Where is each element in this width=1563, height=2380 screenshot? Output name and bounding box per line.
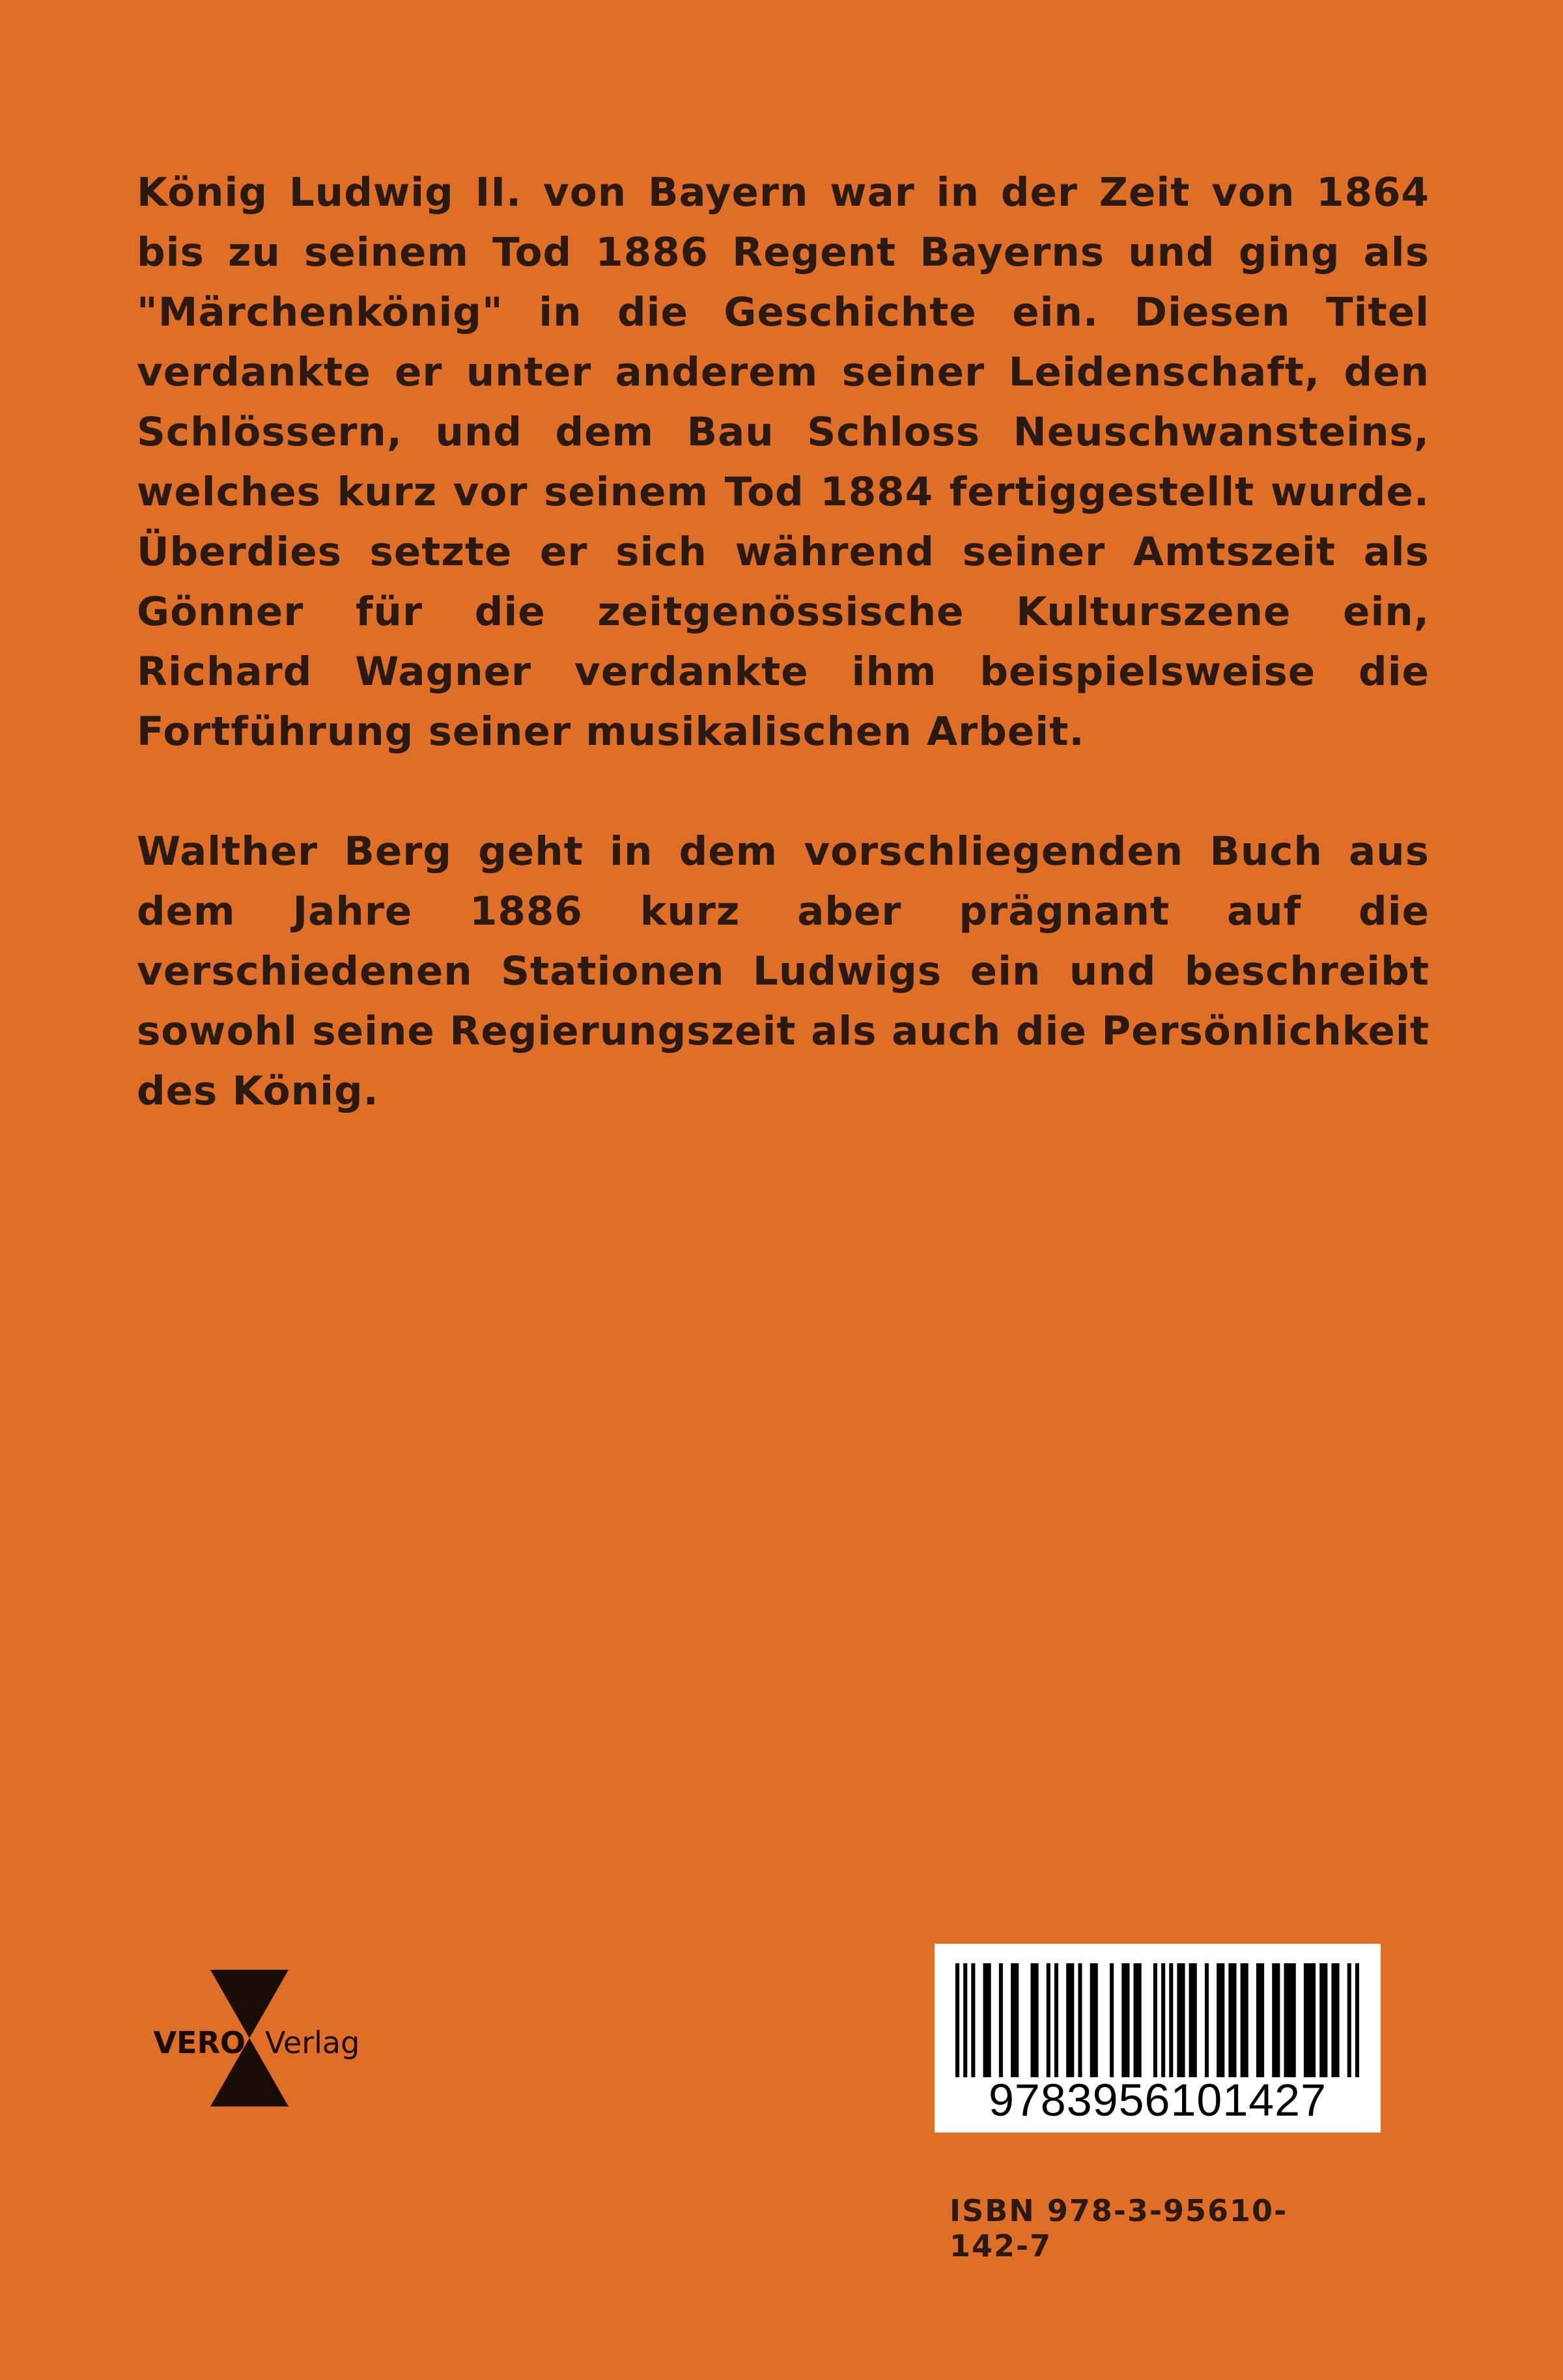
barcode-bar — [1011, 1963, 1019, 2077]
barcode-bar — [1189, 1963, 1197, 2077]
barcode-digits: 9783956101427 — [988, 2075, 1327, 2125]
blurb-paragraph-1: König Ludwig II. von Bayern war in der Zeit von 1864 bis zu seinem Tod 1886 Regent Bayerns und ging als "Märchenkönig" in die Geschichte ein. Diesen Titel verdankte er unter anderem seiner Leidenschaft, den Schlössern, und dem Bau Schloss Neuschwansteins, welches kurz vor seinem Tod 1884 fertiggestellt wurde. Überdies setzte er sich während seiner Amtszeit als Gönner für die zeitgenössische Kulturszene ein, Richard Wagner verdankte ihm beispielsweise die Fortführung seiner musikalischen Arbeit. — [137, 169, 1429, 755]
barcode-bar — [1078, 1963, 1082, 2077]
barcode-bar — [1047, 1963, 1050, 2077]
barcode — [935, 1944, 1381, 2133]
barcode-bars — [955, 1963, 1359, 2077]
barcode-bar — [1331, 1963, 1339, 2077]
barcode-bar — [1217, 1963, 1224, 2077]
barcode-bar — [1169, 1963, 1173, 2077]
barcode-bar — [963, 1963, 967, 2077]
barcode-bar — [1090, 1963, 1098, 2077]
barcode-bar — [1121, 1963, 1129, 2077]
barcode-bar — [1030, 1963, 1038, 2077]
barcode-bar — [999, 1963, 1003, 2077]
barcode-bar — [955, 1963, 959, 2077]
barcode-bar — [1256, 1963, 1264, 2077]
logo-verlag-text: Verlag — [265, 2025, 360, 2060]
barcode-bar — [1241, 1963, 1248, 2077]
logo-vero-text: VERO — [153, 2025, 246, 2060]
vero-verlag-logo — [114, 1970, 374, 2107]
isbn-label: ISBN 978-3-95610-142-7 — [950, 2193, 1288, 2263]
barcode-bar — [971, 1963, 975, 2077]
barcode-bar — [1161, 1963, 1165, 2077]
barcode-bar — [983, 1963, 991, 2077]
barcode-bar — [1153, 1963, 1157, 2077]
barcode-bar — [1355, 1963, 1359, 2077]
blurb-text — [137, 163, 1429, 1121]
barcode-bar — [1205, 1963, 1209, 2077]
barcode-bar — [1272, 1963, 1280, 2077]
barcode-bar — [1134, 1963, 1142, 2077]
barcode-bar — [1284, 1963, 1296, 2077]
barcode-bar — [1066, 1963, 1074, 2077]
barcode-bar — [1347, 1963, 1351, 2077]
barcode-bar — [1319, 1963, 1327, 2077]
barcode-bar — [1177, 1963, 1185, 2077]
blurb-paragraph-2: Walther Berg geht in dem vorschliegenden Buch aus dem Jahre 1886 kurz aber prägnant auf die verschiedenen Stationen Ludwigs ein und beschreibt sowohl seine Regierungszeit als auch die Persönlichkeit des König. — [137, 828, 1429, 1114]
barcode-bar — [1110, 1963, 1114, 2077]
barcode-bar — [1304, 1963, 1316, 2077]
barcode-bar — [1054, 1963, 1058, 2077]
barcode-bar — [1228, 1963, 1236, 2077]
